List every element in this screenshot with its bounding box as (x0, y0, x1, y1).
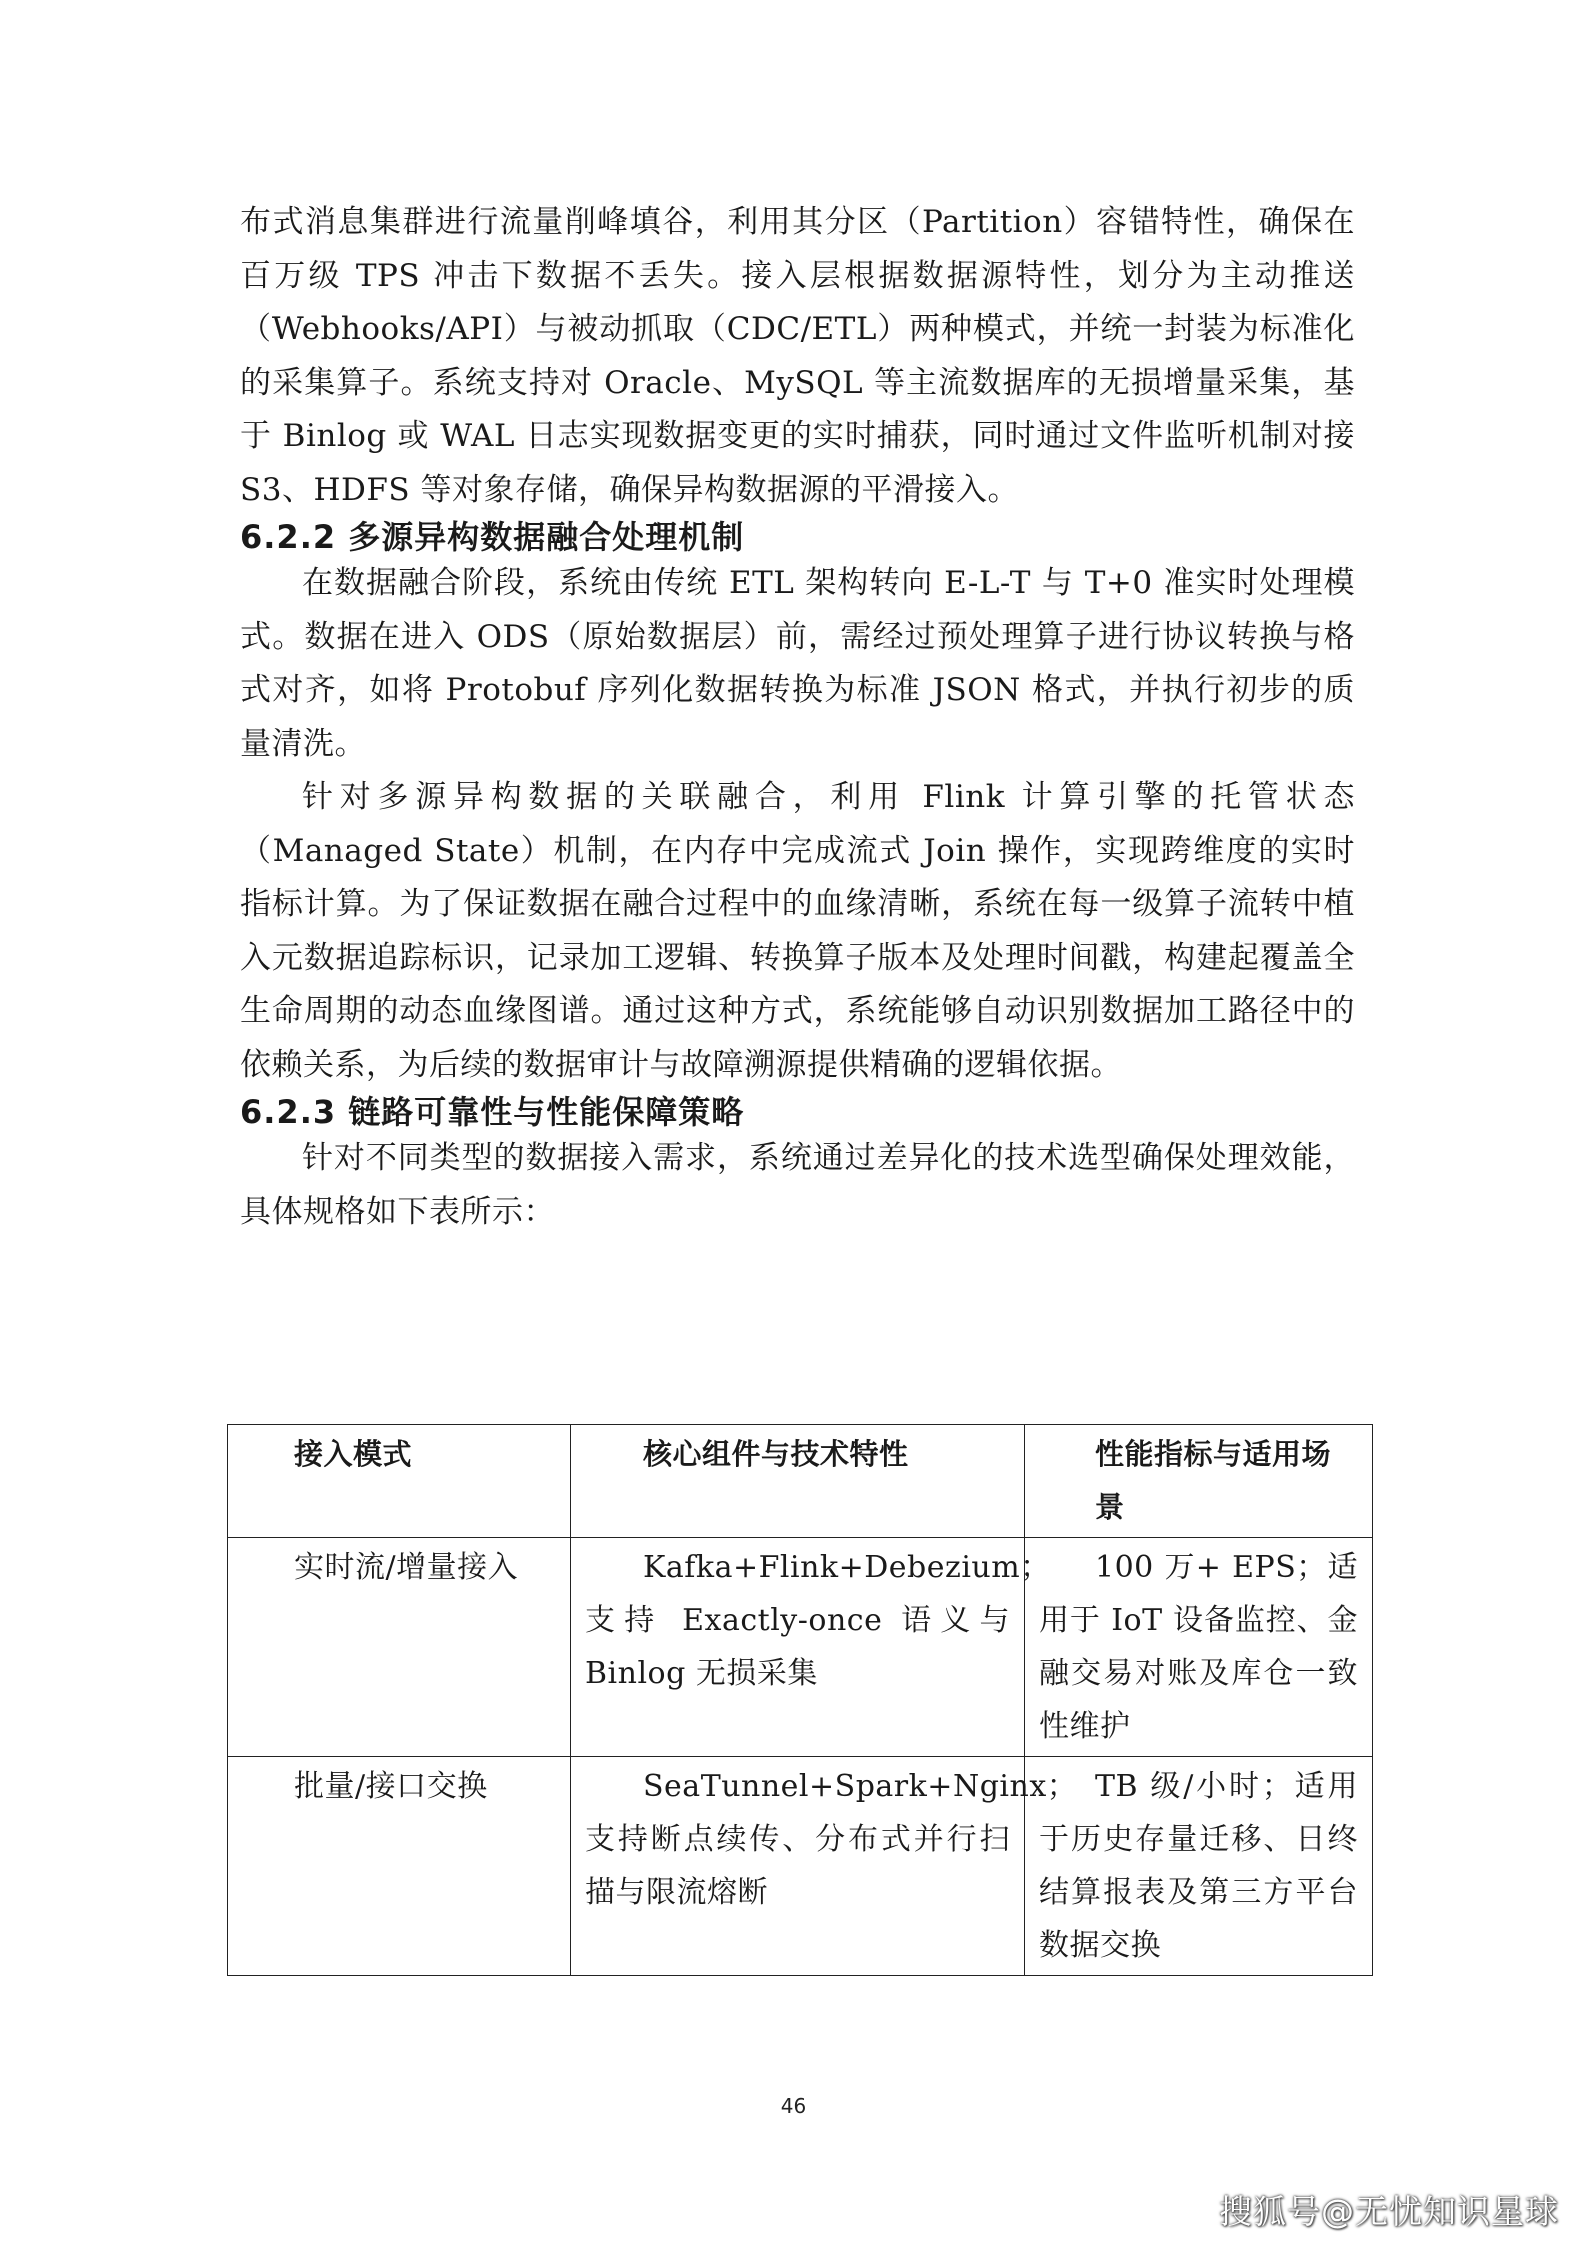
cell-metrics: 100 万+ EPS；适用于 IoT 设备监控、金融交易对账及库仓一致性维护 (1025, 1538, 1373, 1757)
paragraph-fusion-stage: 在数据融合阶段，系统由传统 ETL 架构转向 E-L-T 与 T+0 准实时处理模式。数据在进入 ODS（原始数据层）前，需经过预处理算子进行协议转换与格式对齐，如将 Protobuf 序列化数据转换为标准 JSON 格式，并执行初步的质量清洗。 (240, 565, 1355, 762)
paragraph-table-intro: 针对不同类型的数据接入需求，系统通过差异化的技术选型确保处理效能，具体规格如下表所示： (240, 1140, 1355, 1230)
table-row (228, 1538, 1373, 1757)
cell-components: Kafka+Flink+Debezium；支持 Exactly-once 语义与 Binlog 无损采集 (571, 1538, 1025, 1757)
header-access-mode: 接入模式 (228, 1425, 571, 1538)
spec-table (227, 1424, 1373, 1976)
cell-metrics: TB 级/小时；适用于历史存量迁移、日终结算报表及第三方平台数据交换 (1025, 1757, 1373, 1976)
header-performance-metrics: 性能指标与适用场景 (1025, 1425, 1373, 1538)
table-header-row (228, 1425, 1373, 1538)
section-heading-6-2-2: 6.2.2 多源异构数据融合处理机制 (240, 518, 745, 556)
cell-mode: 批量/接口交换 (228, 1757, 571, 1976)
paragraph-continued: 布式消息集群进行流量削峰填谷，利用其分区（Partition）容错特性，确保在百万级 TPS 冲击下数据不丢失。接入层根据数据源特性，划分为主动推送（Webhooks/API）与被动抓取（CDC/ETL）两种模式，并统一封装为标准化的采集算子。系统支持对 Oracle、MySQL 等主流数据库的无损增量采集，基于 Binlog 或 WAL 日志实现数据变更的实时捕获，同时通过文件监听机制对接 S3、HDFS 等对象存储，确保异构数据源的平滑接入。 (240, 204, 1355, 508)
cell-components: SeaTunnel+Spark+Nginx；支持断点续传、分布式并行扫描与限流熔断 (571, 1757, 1025, 1976)
section-heading-6-2-3: 6.2.3 链路可靠性与性能保障策略 (240, 1093, 745, 1131)
header-core-components: 核心组件与技术特性 (571, 1425, 1025, 1538)
table-row (228, 1757, 1373, 1976)
paragraph-multi-source-fusion: 针对多源异构数据的关联融合，利用 Flink 计算引擎的托管状态（Managed State）机制，在内存中完成流式 Join 操作，实现跨维度的实时指标计算。为了保证数据在融合过程中的血缘清晰，系统在每一级算子流转中植入元数据追踪标识，记录加工逻辑、转换算子版本及处理时间戳，构建起覆盖全生命周期的动态血缘图谱。通过这种方式，系统能够自动识别数据加工路径中的依赖关系，为后续的数据审计与故障溯源提供精确的逻辑依据。 (240, 779, 1355, 1083)
cell-mode: 实时流/增量接入 (228, 1538, 571, 1757)
watermark: 搜狐号@无忧知识星球 (1219, 2192, 1559, 2231)
page-number: 46 (780, 2094, 807, 2118)
document-body (240, 196, 1355, 1239)
